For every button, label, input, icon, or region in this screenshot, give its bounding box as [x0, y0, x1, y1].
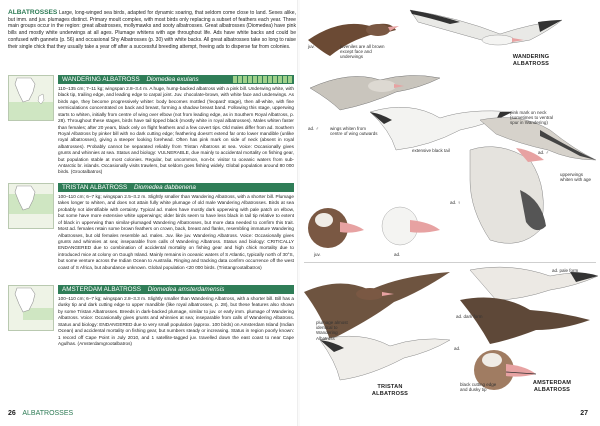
species-account-amsterdam — [8, 285, 296, 405]
page-number-right: 27 — [580, 410, 588, 417]
label-ad-head: ad. — [394, 252, 401, 257]
bird-standing-adult — [470, 147, 546, 244]
label-ad-female: ad. ♀ — [450, 200, 461, 205]
species-scientific-name: Diomedea dabbenena — [133, 184, 196, 191]
left-footer — [8, 410, 73, 417]
label-juv: juv. — [308, 44, 315, 49]
left-page — [0, 0, 298, 426]
head-juvenile — [308, 208, 364, 248]
title-wandering: WANDERING ALBATROSS — [512, 54, 550, 67]
label-ad-amsterdam: ad. — [454, 346, 461, 351]
species-name-bar — [58, 285, 294, 294]
bird-mottled-flying — [310, 75, 440, 110]
bird-amsterdam-dark — [460, 298, 590, 344]
label-ad-pale-form: ad. pale form — [552, 268, 579, 273]
label-wing-note: wings whiten from centre of wing outwards — [330, 126, 378, 137]
month-bars — [233, 76, 292, 83]
label-ad-male-2: ad. ♂ — [538, 150, 549, 155]
species-common-name: AMSTERDAM ALBATROSS — [62, 286, 141, 293]
bird-amsterdam-pale — [470, 267, 598, 300]
species-name-bar — [58, 183, 294, 192]
right-page — [300, 0, 600, 426]
title-amsterdam: AMSTERDAM ALBATROSS — [532, 380, 572, 393]
bird-wandering-adult-top — [410, 10, 562, 45]
range-map-wandering — [8, 75, 54, 121]
title-tristan: TRISTAN ALBATROSS — [371, 384, 409, 397]
label-juvenile-note: juveniles are all brown except face and underwings — [340, 44, 385, 60]
intro-text: Large, long-winged sea birds, adapted for dynamic soaring, that seldom come close to land. Sexes alike, but imm. and juv. plumages distinct. Primary moult complex, with most birds only replacing a subset of feathers each year. Three main groups occur in the region: great albatrosses, mollymawks and sooty albatrosses. Great albatrosses (Diomedea) have pink bills and mostly white underwings at all ages. Plumage whitens with age throughout life. Ads have white backs and could be confused with gannets (p. 56) and occasional Shy Albatrosses (p. 30) with white backs. All great albatrosses take so long to raise their single chick that they usually take a year off after a successful breeding attempt, freeing ads to disperse far from colonies. — [8, 10, 296, 50]
species-account-tristan — [8, 183, 296, 293]
label-ad-male: ad. ♂ — [308, 126, 319, 131]
bird-tristan-below — [320, 336, 450, 380]
range-map-amsterdam — [8, 285, 54, 331]
label-ad-dark-form: ad. dark form — [456, 314, 483, 319]
species-common-name: WANDERING ALBATROSS — [62, 76, 140, 83]
species-scientific-name: Diomedea amsterdamensis — [147, 286, 225, 293]
page-number-left: 26 — [8, 410, 16, 417]
plate-divider — [304, 262, 596, 263]
family-heading: ALBATROSSES — [8, 9, 58, 16]
label-juv-head: juv. — [314, 252, 321, 257]
label-black-cutting-edge: black cutting edge and dusky tip — [460, 382, 497, 393]
species-description: 100–110 cm; 6–7 kg; wingspan 2.8–3.3 m. Slightly smaller than Wandering Albatross, with a shorter bill. Bill has a dusky tip and dark cutting edge to upper mandible (like royal albatrosses, p. 28), but these features also shown by some Tristan Albatrosses. Breeds in dark-backed plumage, similar to juv. or early imm. plumage of Wandering Albatross. Voice: Occasionally gives grunts and whinnies at sea; inseparable from calls of Wandering Albatross. Status and biology: ENDANGERED due to very small population (approx. 100 birds) on Amsterdam Island (Indian Ocean) and accidental mortality on fishing gear, but numbers steady or increasing. Status in region poorly known: 1 record off Cape Point in July 2010, and 1 satellite-tagged juv. travelled down the east coast to near Cape Agulhas. (Amsterdamgrootalbatros) — [58, 296, 294, 346]
running-head: ALBATROSSES — [22, 410, 74, 417]
range-map-tristan — [8, 183, 54, 229]
species-scientific-name: Diomedea exulans — [146, 76, 199, 83]
species-description: 100–110 cm; 6–7 kg; wingspan 2.5–3.2 m. Slightly smaller than Wandering Albatross, with a shorter bill. Plumage takes longer to whiten, and does not attain fully white plumage of old male Wandering Albatrosses. Birds at sea probably not identifiable with certainty. Typical ad. males have mostly dark upperwing with pale patch on elbow, but some have more extensive white upperwings; older birds seem to have less black in tail tip relative to extent of black in upperwing than similar-plumaged Wandering Albatrosses, but more data needed to confirm this trait. Most ad. females retain some brown feathers on crown, back, breast and flanks, resembling immature Wandering Albatrosses, but old females resemble ad. males. Juv. like juv. Wandering Albatross. Voice: Occasionally gives grunts and whinnies at sea; inseparable from calls of Wandering Albatross. Status and biology: CRITICALLY ENDANGERED due to combination of accidental mortality on fishing gear and high chick mortality due to introduced mice at colony on Gough Island. Mainly remains in oceanic waters of S Atlantic, typically north of 30°S, but some venture across the Indian Ocean to Australia. Ringing and tracking data confirm occurrence off the west coast of S Africa, but abundance unknown. Global population <20 000 birds. (Tristangrootalbatros) — [58, 194, 294, 270]
label-pink-mark: pink mark on neck (sometimes to ventral spur in Wandering) — [510, 110, 554, 126]
species-common-name: TRISTAN ALBATROSS — [62, 184, 128, 191]
head-adult — [382, 207, 440, 245]
label-extensive-tail: extensive black tail — [412, 148, 450, 153]
species-name-bar — [58, 75, 294, 84]
label-plumage-note: plumage almost identical to Wandering Albatross — [316, 320, 348, 341]
species-description: 110–135 cm; 7–11 kg; wingspan 2.8–3.4 m. A huge, hump-backed albatross with a pink bill. Underwing white, with black tip, trailing edge, and leading edge to carpal joint. Juv. chocolate-brown, with white face and underwings. As birds age, they become progressively whiter: body becomes mottled ('leopard' stage), then all-white, with fine vermiculations concentrated on back and breast, forming a shadow breast band. Following this stage, upperwing starts to whiten, initially from centre of wing over elbow (not from leading edge, as in Southern Royal Albatross, p. 28). Throughout these stages, birds have tail tipped black (mostly white in royal albatrosses). Males whiten faster than females; after 20 years, black only on flight feathers and a few covert tips. Old males differ from ad. Southern Royal Albatross by pinker bill with no dark cutting edge; feathering doesn't extend far onto lower mandible (unlike royal albatrosses), giving a steeper looking forehead. Often has pink mark on side of neck (absent in royal albatrosses). Probably cannot be separated reliably from Tristan Albatross at sea. Voice: Occasionally gives grunts and whinnies at sea. Status and biology: VULNERABLE, due mainly to accidental mortality on fishing gear, but population stable at most colonies. Regular, but uncommon, non-br. visitor to oceanic waters from sub-Antarctic br. islands. Occasionally visits trawlers, but seldom goes fishing widely. Global population around 80 000 birds. (Grootalbatros) — [58, 86, 294, 175]
intro-paragraph — [8, 10, 296, 50]
label-upperwings: upperwings whiten with age — [560, 172, 592, 183]
